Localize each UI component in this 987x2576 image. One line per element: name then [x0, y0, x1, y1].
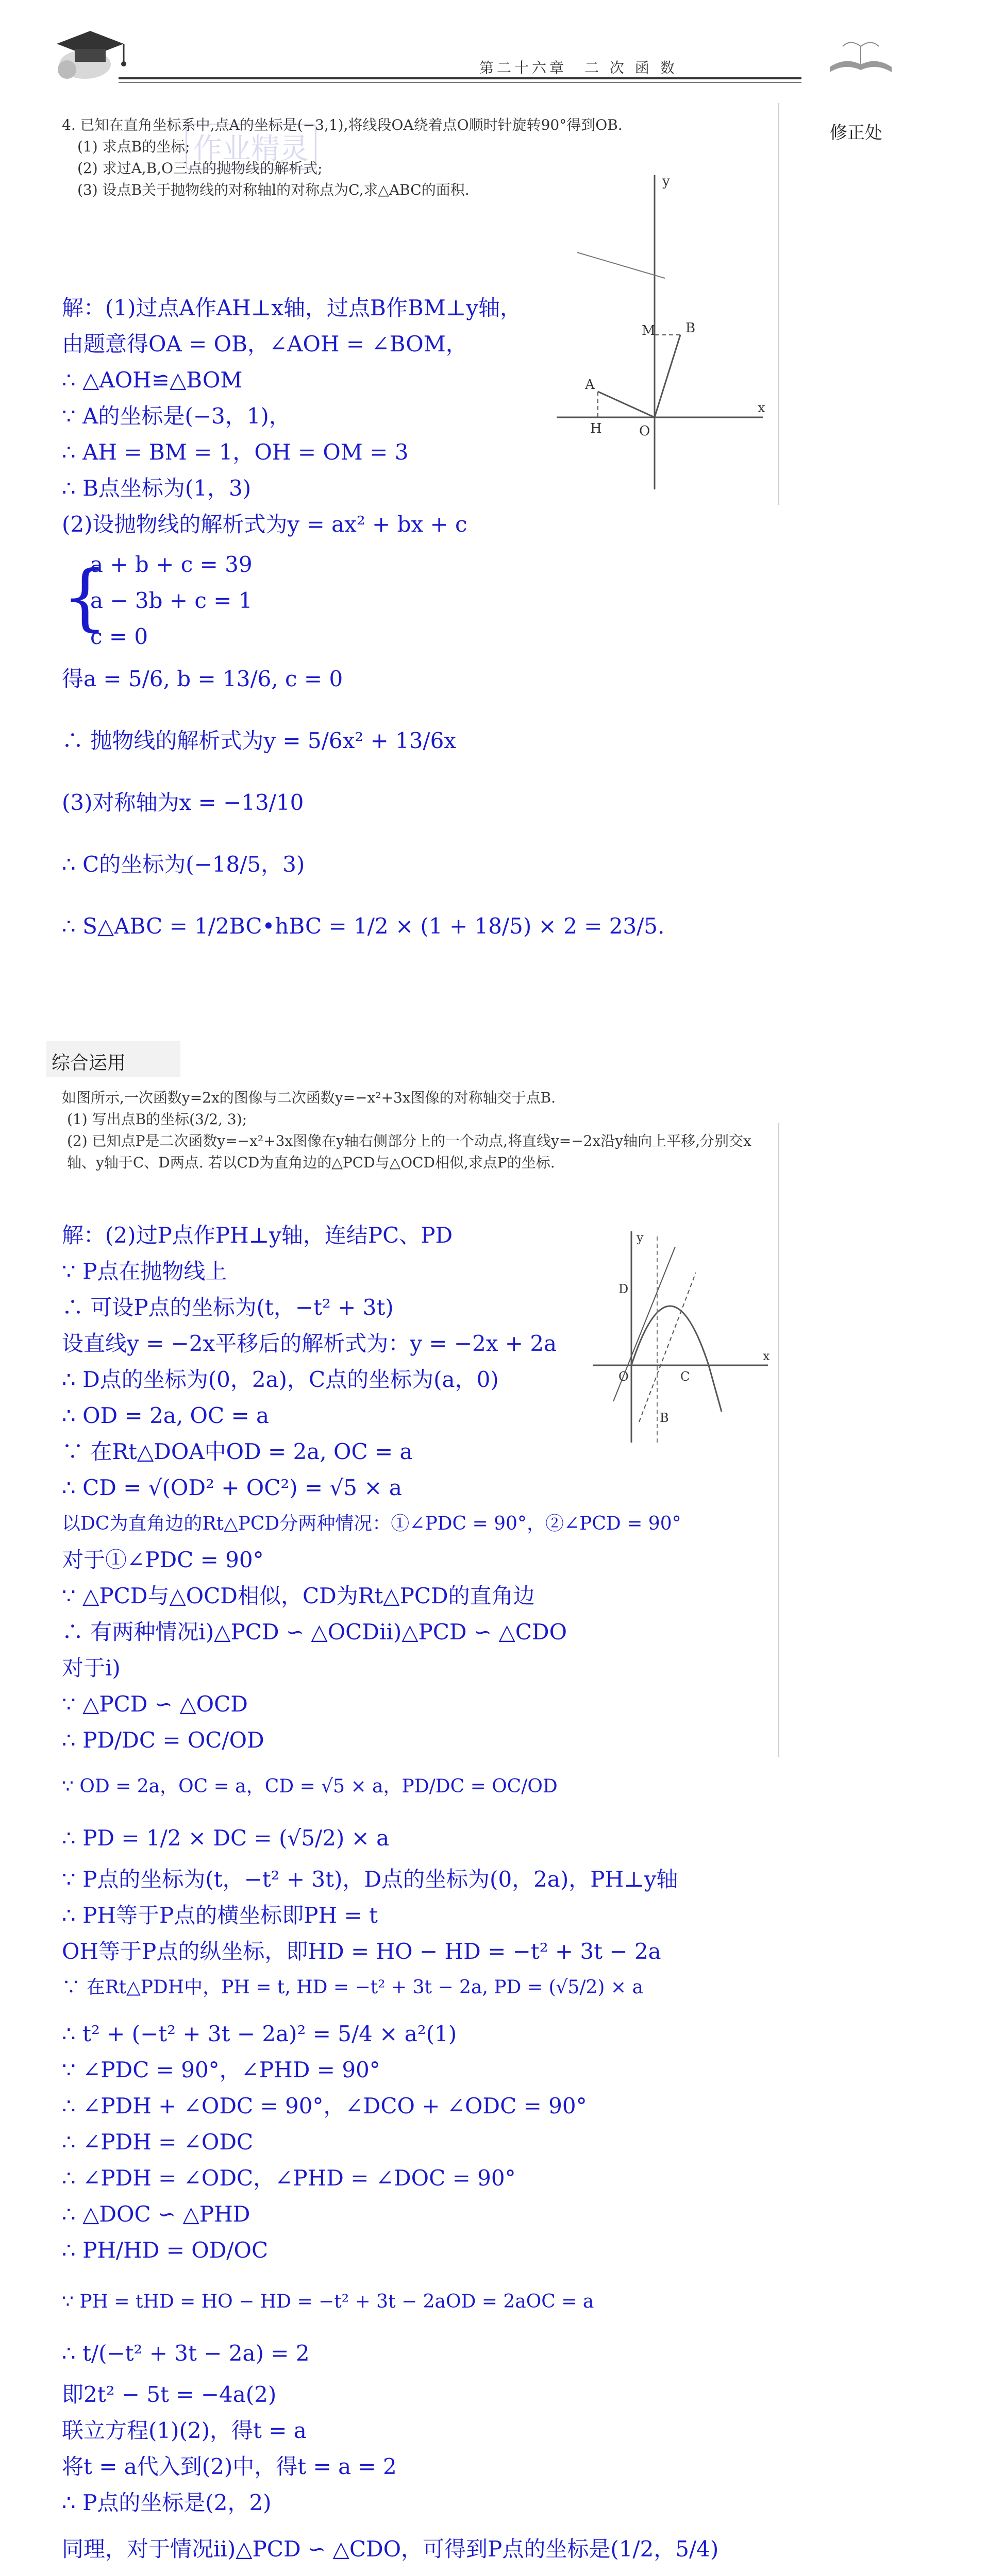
fig1-x-label: x: [758, 400, 765, 416]
sol4-line-15: ∴ S△ABC = 1/2BC•hBC = 1/2 × (1 + 18/5) × 2 = 23/5.: [62, 913, 665, 939]
figure-2: [582, 1226, 773, 1453]
chapter-title: 第二十六章 二 次 函 数: [479, 59, 678, 76]
sol5-line-35: 同理，对于情况ii)△PCD ∽ △CDO，可得到P点的坐标是(1/2，5/4): [62, 2536, 719, 2562]
sol5-line-1: 解：(2)过P点作PH⊥y轴，连结PC、PD: [62, 1223, 453, 1248]
sol4-line-3: ∴ △AOH≌△BOM: [62, 367, 243, 393]
fig1-o-label: O: [639, 423, 650, 439]
sol5-line-27: ∴ △DOC ∽ △PHD: [62, 2201, 250, 2227]
sol5-line-19: ∴ PH等于P点的横坐标即PH = t: [62, 1903, 378, 1928]
problem-5: [62, 1087, 773, 1174]
fig2-o-label: O: [618, 1369, 629, 1384]
sol5-line-10: 对于①∠PDC = 90°: [62, 1547, 264, 1572]
sol4-line-12: ∴ 抛物线的解析式为y = 5/6x² + 13/6x: [62, 728, 456, 753]
fig1-h-label: H: [590, 421, 602, 436]
figure-1: [536, 165, 773, 505]
sol5-line-31: 即2t² − 5t = −4a(2): [62, 2382, 277, 2407]
book-icon: [825, 36, 897, 77]
sol5-line-8: ∴ CD = √(OD² + OC²) = √5 × a: [62, 1475, 402, 1500]
fig1-m-label: M: [642, 323, 656, 338]
sol5-line-4: 设直线y = −2x平移后的解析式为：y = −2x + 2a: [62, 1331, 557, 1356]
sol4-line-9: a − 3b + c = 1: [90, 588, 253, 613]
sol5-line-18: ∵ P点的坐标为(t，−t² + 3t)，D点的坐标为(0，2a)，PH⊥y轴: [62, 1867, 678, 1892]
problem-4-stem: 4. 已知在直角坐标系中,点A的坐标是(−3,1),将线段OA绕着点O顺时针旋转90°得到OB.: [62, 116, 623, 133]
fig2-d-label: D: [618, 1282, 629, 1296]
sol5-line-17: ∴ PD = 1/2 × DC = (√5/2) × a: [62, 1825, 390, 1851]
sol5-line-23: ∵ ∠PDC = 90°，∠PHD = 90°: [62, 2057, 380, 2082]
sol4-line-1: 解：(1)过点A作AH⊥x轴，过点B作BM⊥y轴，: [62, 295, 522, 320]
sol5-line-7: ∵ 在Rt△DOA中OD = 2a, OC = a: [62, 1439, 413, 1464]
sol5-line-15: ∴ PD/DC = OC/OD: [62, 1727, 264, 1753]
sol4-line-2: 由题意得OA = OB，∠AOH = ∠BOM，: [62, 331, 467, 357]
sol5-line-30: ∴ t/(−t² + 3t − 2a) = 2: [62, 2341, 310, 2366]
problem-4-q2: (2) 求过A,B,O三点的抛物线的解析式;: [77, 160, 323, 177]
problem-5-stem: 如图所示,一次函数y=2x的图像与二次函数y=−x²+3x图像的对称轴交于点B.: [62, 1089, 556, 1106]
sol5-line-6: ∴ OD = 2a, OC = a: [62, 1403, 270, 1428]
sol4-line-7: (2)设抛物线的解析式为y = ax² + bx + c: [62, 512, 467, 537]
margin-divider-bottom: [778, 1123, 779, 1757]
margin-correction-title: 修正处: [830, 123, 882, 143]
sol5-line-28: ∴ PH/HD = OD/OC: [62, 2238, 269, 2263]
problem-4-q3: (3) 设点B关于抛物线的对称轴l的对称点为C,求△ABC的面积.: [77, 181, 470, 198]
fig2-y-label: y: [637, 1230, 644, 1245]
sol5-line-12: ∴ 有两种情况i)△PCD ∽ △OCDii)△PCD ∽ △CDO: [62, 1619, 567, 1645]
header-rule: [119, 77, 801, 79]
sol5-line-29: ∵ PH = tHD = HO − HD = −t² + 3t − 2aOD = 2aOC = a: [62, 2291, 594, 2312]
sol4-line-6: ∴ B点坐标为(1，3): [62, 476, 252, 501]
sol5-line-25: ∴ ∠PDH = ∠ODC: [62, 2129, 254, 2155]
header-rule-thin: [119, 82, 801, 83]
fig1-a-label: A: [585, 377, 595, 393]
fig1-b-label: B: [685, 320, 696, 336]
sol4-line-10: c = 0: [90, 624, 148, 649]
section-title: 综合运用: [52, 1053, 126, 1074]
sol5-line-2: ∵ P点在抛物线上: [62, 1259, 227, 1284]
watermark-stamp: 作业精灵: [186, 124, 316, 170]
fig2-c-label: C: [680, 1369, 690, 1384]
sol5-line-16: ∵ OD = 2a，OC = a，CD = √5 × a，PD/DC = OC/OD: [62, 1776, 558, 1797]
problem-5-q2: (2) 已知点P是二次函数y=−x²+3x图像在y轴右侧部分上的一个动点,将直线y=−2x沿y轴向上平移,分别交x轴、y轴于C、D两点. 若以CD为直角边的△PCD与△OCD相似,求点P的坐标.: [67, 1132, 751, 1171]
sol5-line-21: ∵ 在Rt△PDH中，PH = t, HD = −t² + 3t − 2a, PD = (√5/2) × a: [62, 1977, 643, 1998]
sol5-line-34: ∴ P点的坐标是(2，2): [62, 2490, 272, 2515]
sol4-line-8: a + b + c = 39: [90, 552, 253, 577]
sol5-line-32: 联立方程(1)(2)，得t = a: [62, 2418, 307, 2443]
sol5-line-26: ∴ ∠PDH = ∠ODC，∠PHD = ∠DOC = 90°: [62, 2165, 516, 2191]
sol5-line-13: 对于i): [62, 1655, 121, 1681]
fig1-y-label: y: [662, 174, 670, 189]
problem-4-q1: (1) 求点B的坐标;: [77, 138, 190, 155]
sol4-line-13: (3)对称轴为x = −13/10: [62, 790, 304, 815]
sol5-line-9: 以DC为直角边的Rt△PCD分两种情况：①∠PDC = 90°，②∠PCD = 90°: [62, 1513, 681, 1534]
sol4-line-4: ∵ A的坐标是(−3，1)，: [62, 403, 291, 429]
problem-5-q1: (1) 写出点B的坐标(3/2, 3);: [67, 1111, 247, 1128]
sol4-line-11: 得a = 5/6, b = 13/6, c = 0: [62, 666, 343, 691]
sol5-line-20: OH等于P点的纵坐标，即HD = HO − HD = −t² + 3t − 2a: [62, 1939, 661, 1964]
fig2-b-label: B: [660, 1411, 669, 1425]
sol4-line-5: ∴ AH = BM = 1，OH = OM = 3: [62, 439, 409, 465]
sol5-line-5: ∴ D点的坐标为(0，2a)，C点的坐标为(a，0): [62, 1367, 499, 1392]
fig2-x-label: x: [763, 1349, 770, 1363]
sol5-line-14: ∵ △PCD ∽ △OCD: [62, 1691, 248, 1717]
sol5-line-33: 将t = a代入到(2)中，得t = a = 2: [62, 2454, 397, 2479]
sol4-line-14: ∴ C的坐标为(−18/5，3): [62, 852, 305, 877]
sol5-line-3: ∴ 可设P点的坐标为(t，−t² + 3t): [62, 1295, 394, 1320]
sol5-line-24: ∴ ∠PDH + ∠ODC = 90°，∠DCO + ∠ODC = 90°: [62, 2093, 587, 2119]
sol5-line-22: ∴ t² + (−t² + 3t − 2a)² = 5/4 × a²(1): [62, 2021, 457, 2046]
sol5-line-11: ∵ △PCD与△OCD相似，CD为Rt△PCD的直角边: [62, 1583, 535, 1608]
system-brace: {: [62, 555, 108, 639]
